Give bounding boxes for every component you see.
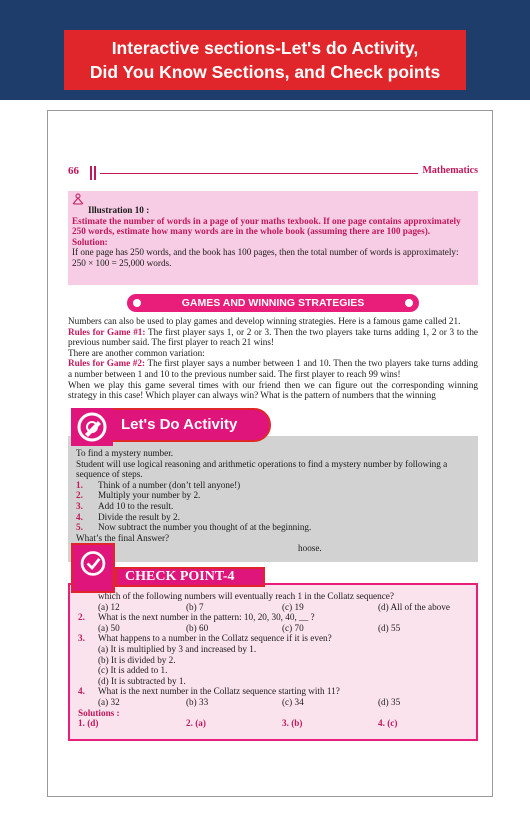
- question-3: 3. What happens to a number in the Collatz sequence if it is even?: [78, 633, 332, 644]
- rule-1-label: Rules for Game #1:: [68, 326, 146, 337]
- rule-2-text: The first player says a number between 1 and 10. Then the two players take turns adding a number between 1 and 10 to the previous number said. The first player to reach 99 wins!: [68, 358, 478, 379]
- question-1-text: which of the following numbers will eventually reach 1 in the Collatz sequence?: [98, 591, 394, 601]
- activity-heading-text: Let's Do Activity: [121, 416, 238, 433]
- activity-step: 5. Now subtract the number you thought of at the beginning.: [76, 522, 312, 533]
- solution-line-1: If one page has 250 words, and the book has 100 pages, then the total number of words is approximately:: [72, 247, 459, 258]
- question-1-options: (a) 12 (b) 7 (c) 19 (d) All of the above: [98, 601, 450, 612]
- bullet-icon: [133, 299, 141, 307]
- subject-title: Mathematics: [422, 165, 478, 176]
- question-2-options: (a) 50 (b) 60 (c) 70 (d) 55: [98, 622, 401, 633]
- activity-intro-1: To find a mystery number.: [76, 448, 174, 458]
- header-rule: [100, 173, 418, 174]
- question-4: 4. What is the next number in the Collatz sequence starting with 11?: [78, 686, 340, 697]
- header-divider-icon: [90, 166, 96, 180]
- games-intro: Numbers can also be used to play games and develop winning strategies. Here is a famous game called 21.: [68, 316, 461, 326]
- solution-line-2: 250 × 100 = 25,000 words.: [72, 257, 172, 268]
- activity-tail: hoose.: [298, 543, 322, 554]
- games-closing: When we play this game several times with our friend then we can figure out the corresponding winning strategy in this case! Which player can always win? What is the pattern of numbers that the winning: [68, 379, 478, 401]
- triangle-compass-icon: [72, 193, 84, 205]
- question-2: 2. What is the next number in the pattern: 10, 20, 30, 40, __ ?: [78, 612, 315, 623]
- games-text: [68, 316, 478, 401]
- banner-line-2: Did You Know Sections, and Check points: [89, 62, 441, 82]
- page-header: [68, 165, 478, 181]
- question-4-options: (a) 32 (b) 33 (c) 34 (d) 35: [98, 696, 401, 707]
- solutions-label: Solutions :: [78, 707, 120, 718]
- illustration-title: Illustration 10 :: [88, 205, 150, 215]
- rule-1-text: The first player says 1, or 2 or 3. Then the two players take turns adding 1, 2 or 3 to the previous number said. The first player to reach 21 wins!: [68, 326, 478, 348]
- checkpoint-heading: [71, 543, 271, 593]
- checkmark-pin-icon: [71, 543, 115, 593]
- activity-final-question: What’s the final Answer?: [76, 532, 170, 543]
- checkpoint-box: [68, 583, 478, 741]
- banner: [64, 30, 466, 90]
- activity-step: 4. Divide the result by 2.: [76, 511, 180, 522]
- question-3-option: (b) It is divided by 2.: [98, 654, 176, 665]
- illustration-box: [68, 191, 478, 285]
- question-3-option: (c) It is added to 1.: [98, 665, 168, 676]
- variation-text: There are another common variation:: [68, 347, 205, 358]
- activity-intro-2: Student will use logical reasoning and arithmetic operations to find a mystery number by following a sequence of steps.: [76, 458, 448, 480]
- illustration-question: Estimate the number of words in a page of your maths texbook. If one page contains approximately 250 words, estimate how many words are in the whole book (assuming there are 100 pages).: [72, 215, 461, 237]
- solution-label: Solution:: [72, 236, 108, 247]
- activity-heading: [71, 408, 271, 442]
- solutions-row: 1. (d) 2. (a) 3. (b) 4. (c): [78, 718, 398, 729]
- rule-2: [68, 358, 478, 379]
- pencil-gear-icon: [71, 408, 113, 446]
- page-number: 66: [68, 165, 79, 177]
- rule-1: [68, 327, 478, 348]
- book-page: [47, 110, 493, 797]
- games-heading-text: GAMES AND WINNING STRATEGIES: [181, 297, 365, 309]
- checkpoint-heading-label: CHECK POINT-4: [115, 567, 265, 587]
- rule-2-label: Rules for Game #2:: [68, 358, 146, 369]
- question-3-option: (a) It is multiplied by 3 and increased by 1.: [98, 643, 257, 654]
- question-3-option: (d) It is subtracted by 1.: [98, 675, 186, 686]
- activity-step: 3. Add 10 to the result.: [76, 500, 174, 511]
- banner-line-1: Interactive sections-Let's do Activity,: [111, 38, 419, 58]
- activity-step: 2. Multiply your number by 2.: [76, 490, 201, 501]
- games-heading: [127, 294, 419, 312]
- bullet-icon: [405, 299, 413, 307]
- activity-step: 1. Think of a number (don’t tell anyone!): [76, 479, 241, 490]
